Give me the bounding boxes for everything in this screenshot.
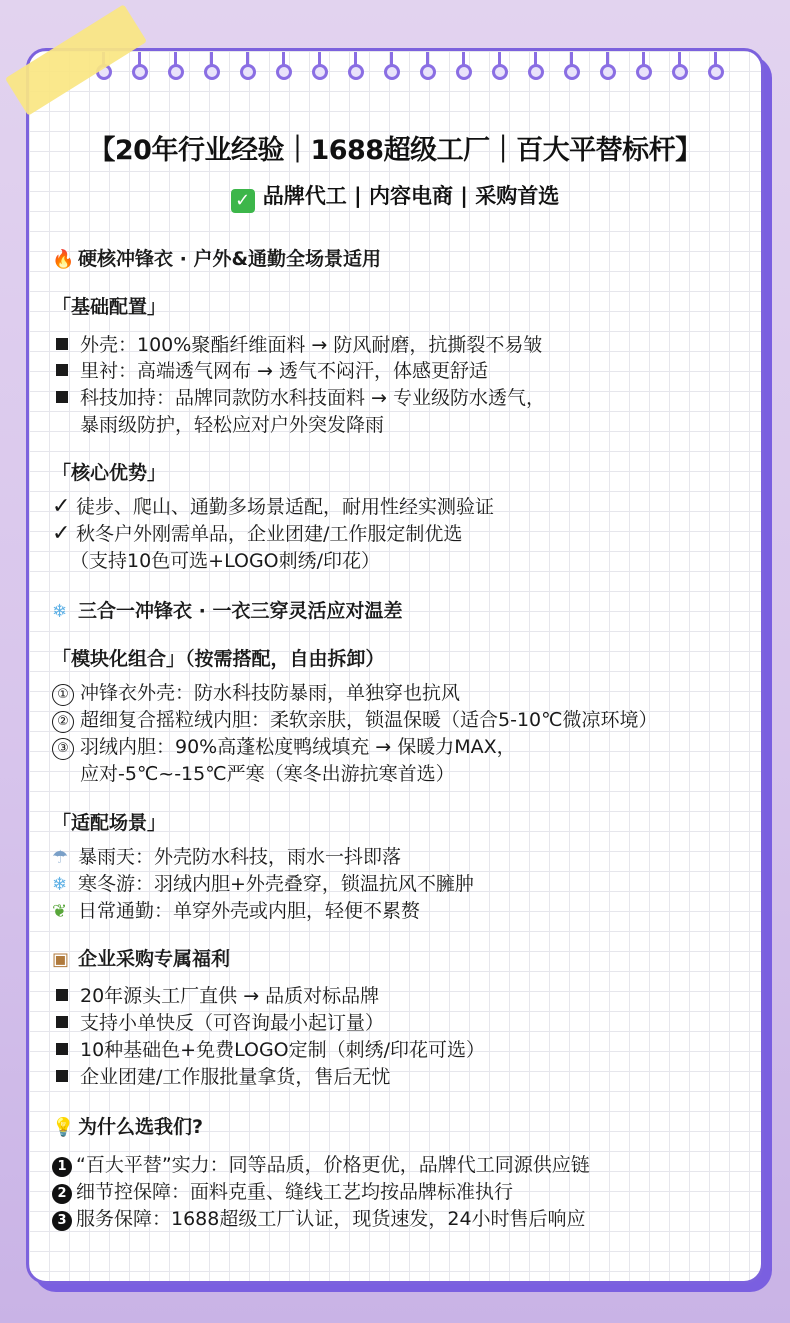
list-item-continuation: 应对-5℃~-15℃严寒（寒冬出游抗寒首选） xyxy=(80,763,455,785)
subtitle-text: 品牌代工 | 内容电商 | 采购首选 xyxy=(262,184,560,208)
list-item: 企业团建/工作服批量拿货，售后无忧 xyxy=(52,1062,390,1089)
list-item: 支持小单快反（可咨询最小起订量） xyxy=(52,1008,384,1035)
list-item: 外壳：100%聚酯纤维面料 → 防风耐磨，抗撕裂不易皱 xyxy=(52,330,542,357)
square-bullet-icon xyxy=(56,1043,68,1055)
list-item: ❄ 寒冬游：羽绒内胆+外壳叠穿，锁温抗风不臃肿 xyxy=(52,873,474,895)
filled-number-3: 3 xyxy=(52,1211,72,1231)
list-item: ❦ 日常通勤：单穿外壳或内胆，轻便不累赘 xyxy=(52,900,421,922)
binder-ring xyxy=(708,64,724,80)
snowflake-icon: ❄ xyxy=(52,601,68,622)
filled-number-2: 2 xyxy=(52,1184,72,1204)
modular-heading: 「模块化组合」（按需搭配，自由拆卸） xyxy=(52,648,385,670)
list-item: ① 冲锋衣外壳：防水科技防暴雨，单独穿也抗风 xyxy=(52,678,460,706)
scenes-heading: 「适配场景」 xyxy=(52,812,167,834)
package-icon: ▣ xyxy=(52,949,70,970)
rain-cloud-icon: ☂ xyxy=(52,847,69,868)
binder-ring xyxy=(168,64,184,80)
binder-ring xyxy=(312,64,328,80)
square-bullet-icon xyxy=(56,364,68,376)
list-item: 里衬：高端透气网布 → 透气不闷汗，体感更舒适 xyxy=(52,356,488,383)
basic-config-heading: 「基础配置」 xyxy=(52,296,167,318)
binder-ring xyxy=(564,64,580,80)
binder-ring xyxy=(492,64,508,80)
circled-number-3: ③ xyxy=(52,738,74,760)
list-item: ✓ 徒步、爬山、通勤多场景适配，耐用性经实测验证 xyxy=(52,494,495,519)
square-bullet-icon xyxy=(56,391,68,403)
list-item: ☂ 暴雨天：外壳防水科技，雨水一抖即落 xyxy=(52,846,402,868)
leaf-icon: ❦ xyxy=(52,901,68,922)
binder-ring xyxy=(636,64,652,80)
list-item-continuation: （支持10色可选+LOGO刺绣/印花） xyxy=(70,550,381,572)
fire-icon: 🔥 xyxy=(52,249,75,270)
square-bullet-icon xyxy=(56,1070,68,1082)
page-subtitle xyxy=(0,180,790,213)
page-title: 【20年行业经验｜1688超级工厂｜百大平替标杆】 xyxy=(88,135,702,166)
binder-ring xyxy=(420,64,436,80)
circled-number-2: ② xyxy=(52,711,74,733)
circled-number-1: ① xyxy=(52,684,74,706)
benefits-heading: ▣ 企业采购专属福利 xyxy=(52,948,231,970)
core-advantage-heading: 「核心优势」 xyxy=(52,462,167,484)
binder-ring xyxy=(672,64,688,80)
list-item: ③ 羽绒内胆：90%高蓬松度鸭绒填充 → 保暖力MAX， xyxy=(52,732,516,760)
binder-ring xyxy=(600,64,616,80)
list-item: 10种基础色+免费LOGO定制（刺绣/印花可选） xyxy=(52,1035,485,1062)
why-heading: 💡 为什么选我们? xyxy=(52,1116,204,1138)
list-item: 20年源头工厂直供 → 品质对标品牌 xyxy=(52,981,379,1008)
binder-ring xyxy=(204,64,220,80)
list-item-continuation: 暴雨级防护，轻松应对户外突发降雨 xyxy=(80,414,385,436)
binder-ring xyxy=(240,64,256,80)
snowflake-icon: ❄ xyxy=(52,874,68,895)
binder-ring xyxy=(384,64,400,80)
list-item: 科技加持：品牌同款防水科技面料 → 专业级防水透气， xyxy=(52,383,545,410)
list-item: 3 服务保障：1688超级工厂认证，现货速发，24小时售后响应 xyxy=(52,1204,586,1231)
square-bullet-icon xyxy=(56,338,68,350)
list-item: ② 超细复合摇粒绒内胆：柔软亲肤，锁温保暖（适合5-10℃微凉环境） xyxy=(52,705,657,733)
hardshell-heading: 🔥 硬核冲锋衣 · 户外&通勤全场景适用 xyxy=(52,248,382,270)
binder-ring xyxy=(456,64,472,80)
binder-ring xyxy=(132,64,148,80)
binder-ring xyxy=(528,64,544,80)
binder-ring xyxy=(276,64,292,80)
binder-ring xyxy=(348,64,364,80)
filled-number-1: 1 xyxy=(52,1157,72,1177)
square-bullet-icon xyxy=(56,989,68,1001)
square-bullet-icon xyxy=(56,1016,68,1028)
checkmark-icon: ✓ xyxy=(52,494,71,519)
list-item: ✓ 秋冬户外刚需单品，企业团建/工作服定制优选 xyxy=(52,521,463,546)
check-icon: ✓ xyxy=(231,189,255,213)
lightbulb-icon: 💡 xyxy=(52,1117,75,1138)
list-item: 1 “百大平替”实力：同等品质，价格更优，品牌代工同源供应链 xyxy=(52,1150,590,1177)
three-in-one-heading: ❄ 三合一冲锋衣 · 一衣三穿灵活应对温差 xyxy=(52,600,403,622)
list-item: 2 细节控保障：面料克重、缝线工艺均按品牌标准执行 xyxy=(52,1177,513,1204)
checkmark-icon: ✓ xyxy=(52,521,71,546)
